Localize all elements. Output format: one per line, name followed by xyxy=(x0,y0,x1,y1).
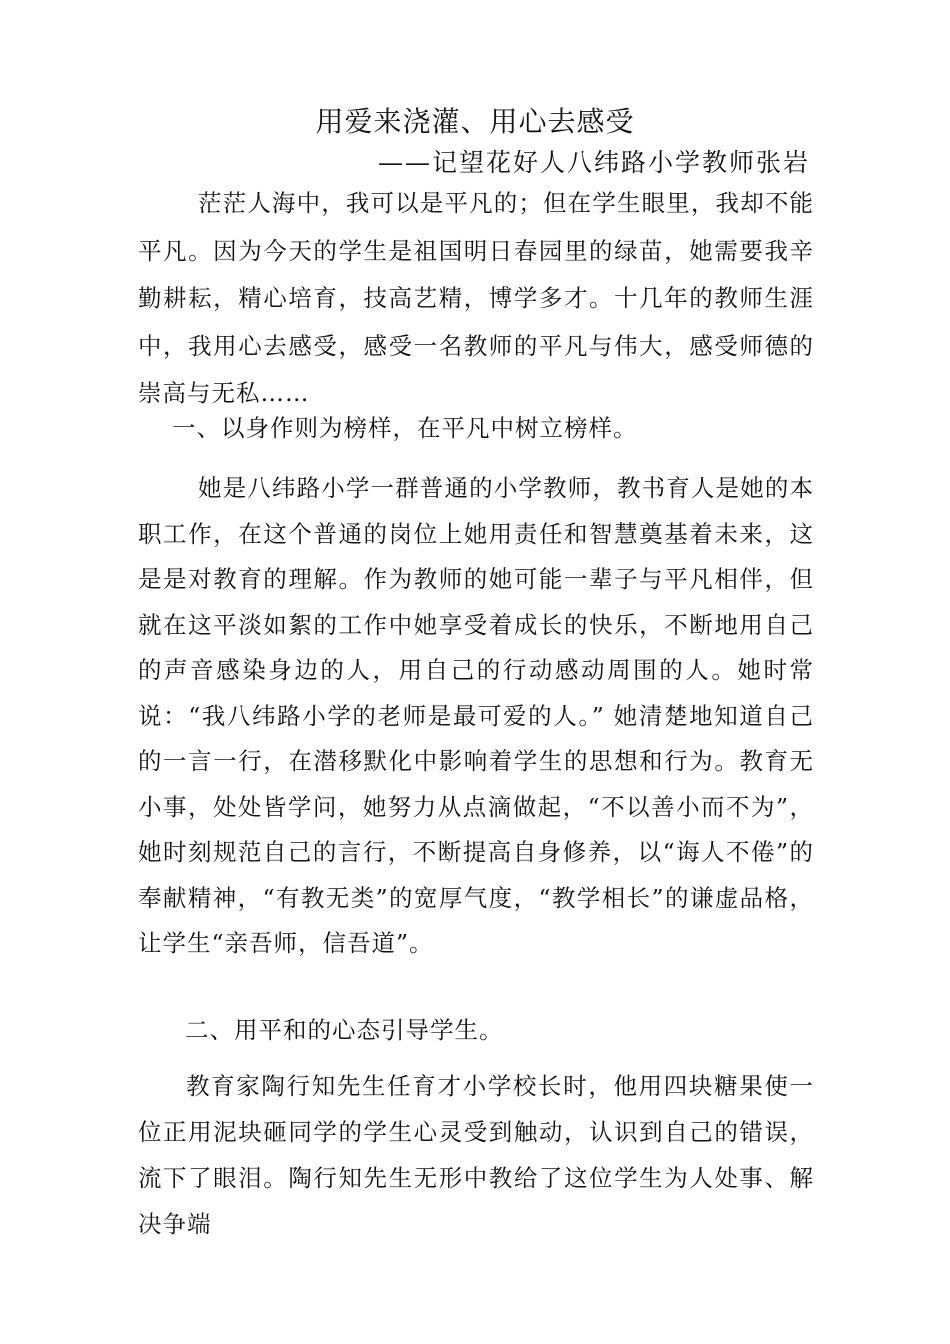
intro-paragraph: 茫茫人海中，我可以是平凡的；但在学生眼里，我却不能平凡。因为今天的学生是祖国明日春园里的绿苗，她需要我辛勤耕耘，精心培育，技高艺精，博学多才。十几年的教师生涯中，我用心去感受，感受一名教师的平凡与伟大，感受师德的崇高与无私…… xyxy=(138,189,814,407)
section-heading-1: 一、以身作则为榜样，在平凡中树立榜样。 xyxy=(172,414,638,442)
section-2-paragraph: 教育家陶行知先生任育才小学校长时，他用四块糖果使一位正用泥块砸同学的学生心灵受到触动，认识到自己的错误，流下了眼泪。陶行知先生无形中教给了这位学生为人处事、解决争端 xyxy=(138,1072,814,1238)
document-subtitle: ——记望花好人八纬路小学教师张岩 xyxy=(378,148,811,177)
section-1-paragraph: 她是八纬路小学一群普通的小学教师，教书育人是她的本职工作，在这个普通的岗位上她用责任和智慧奠基着未来，这是是对教育的理解。作为教师的她可能一辈子与平凡相伴，但就在这平淡如絮的工作中她享受着成长的快乐，不断地用自己的声音感染身边的人，用自己的行动感动周围的人。她时常说：“我八纬路小学的老师是最可爱的人。” 她清楚地知道自己的一言一行，在潜移默化中影响着学生的思想和行为。教育无小事，处处皆学问，她努力从点滴做起，“不以善小而不为”，她时刻规范自己的言行，不断提高自身修养，以“诲人不倦”的奉献精神，“有教无类”的宽厚气度，“教学相长”的谦虚品格，让学生“亲吾师，信吾道”。 xyxy=(138,474,814,957)
document-title: 用爱来浇灌、用心去感受 xyxy=(315,105,635,138)
section-heading-2: 二、用平和的心态引导学生。 xyxy=(185,1016,504,1044)
